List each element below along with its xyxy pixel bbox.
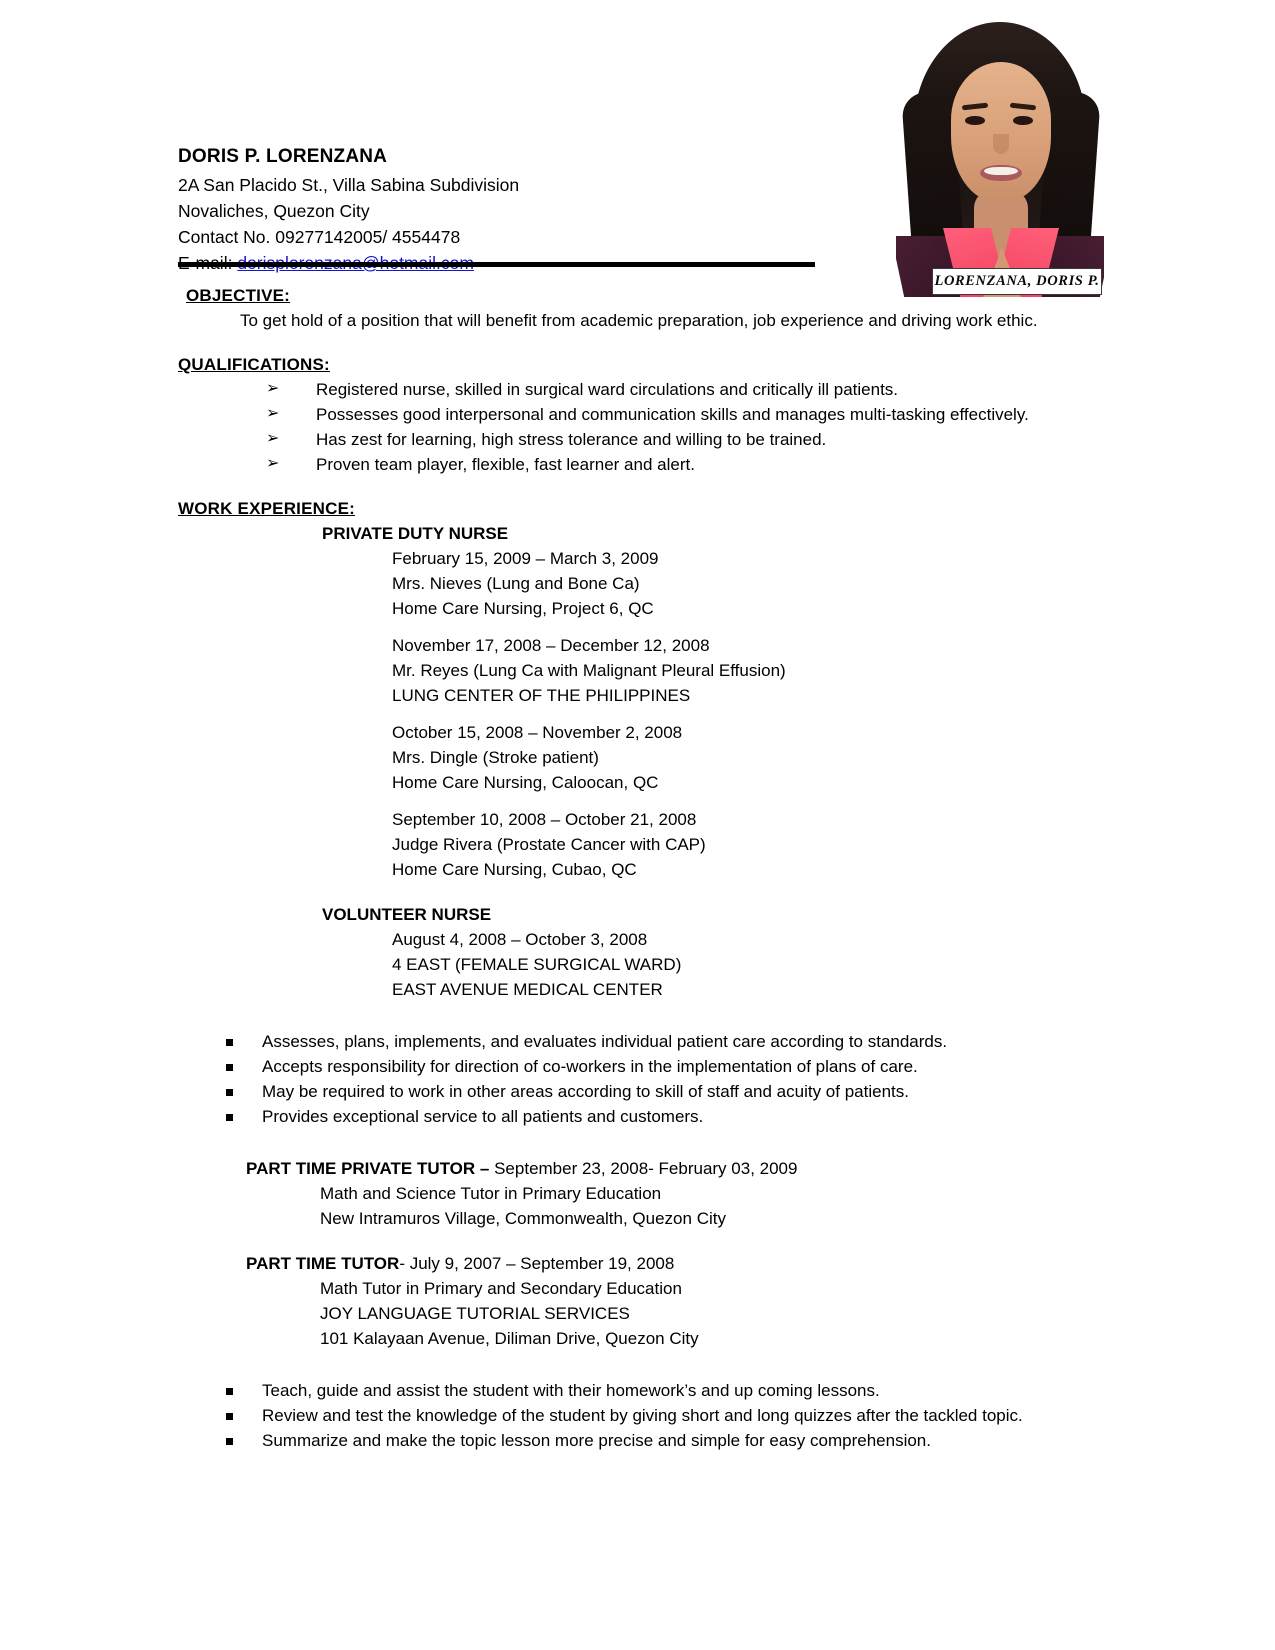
tutor-address: 101 Kalayaan Avenue, Diliman Drive, Quezon City: [320, 1329, 699, 1348]
job-title-part-time-private-tutor: [178, 1156, 1038, 1181]
section-heading-work-experience: WORK EXPERIENCE:: [178, 499, 355, 518]
address-line-2: Novaliches, Quezon City: [178, 201, 370, 221]
list-item: Teach, guide and assist the student with their homework’s and up coming lessons.: [226, 1378, 1038, 1403]
job-place: Home Care Nursing, Caloocan, QC: [392, 773, 659, 792]
address-line-1: 2A San Placido St., Villa Sabina Subdivision: [178, 175, 520, 195]
photo-frame: [896, 22, 1104, 297]
nurse-duties-list: [178, 1029, 1038, 1129]
job-place: Home Care Nursing, Cubao, QC: [392, 860, 637, 879]
spacer: [178, 1231, 1038, 1251]
list-item: Provides exceptional service to all patients and customers.: [226, 1104, 1038, 1129]
job-dates: September 10, 2008 – October 21, 2008: [392, 810, 697, 829]
tutor-title-bold: PART TIME TUTOR: [246, 1254, 400, 1273]
tutor-duties-list: [178, 1378, 1038, 1453]
job-place: LUNG CENTER OF THE PHILIPPINES: [392, 686, 691, 705]
applicant-photo: [896, 22, 1104, 297]
list-item: Summarize and make the topic lesson more precise and simple for easy comprehension.: [226, 1428, 1038, 1453]
job-dates: February 15, 2009 – March 3, 2009: [392, 549, 659, 568]
tutor-title-bold: PART TIME PRIVATE TUTOR –: [246, 1159, 490, 1178]
portrait-eye-right: [1013, 116, 1033, 125]
portrait-mouth: [980, 165, 1022, 181]
spacer: [178, 882, 1038, 902]
spacer: [178, 708, 1038, 720]
list-item: Assesses, plans, implements, and evaluates individual patient care according to standards.: [226, 1029, 1038, 1054]
job-facility: EAST AVENUE MEDICAL CENTER: [392, 980, 663, 999]
objective-body: To get hold of a position that will benefit from academic preparation, job experience and driving work ethic.: [240, 311, 1038, 330]
job-title-volunteer-nurse: VOLUNTEER NURSE: [322, 905, 492, 924]
spacer: [178, 795, 1038, 807]
spacer: [178, 333, 1038, 353]
tutor-company: JOY LANGUAGE TUTORIAL SERVICES: [320, 1304, 630, 1323]
tutor-role: Math and Science Tutor in Primary Education: [320, 1184, 662, 1203]
resume-header: [178, 144, 878, 276]
resume-body: [178, 284, 1038, 1453]
spacer: [178, 477, 1038, 497]
tutor-location: New Intramuros Village, Commonwealth, Quezon City: [320, 1209, 726, 1228]
section-heading-qualifications: QUALIFICATIONS:: [178, 355, 330, 374]
list-item: ➢ Possesses good interpersonal and communication skills and manages multi-tasking effectively.: [290, 402, 1038, 427]
job-dates: August 4, 2008 – October 3, 2008: [392, 930, 648, 949]
photo-name-plate-text: LORENZANA, DORIS P.: [934, 273, 1100, 289]
list-item: May be required to work in other areas according to skill of staff and acuity of patients.: [226, 1079, 1038, 1104]
spacer: [178, 1002, 1038, 1029]
portrait-eye-left: [965, 116, 985, 125]
tutor-dates: September 23, 2008- February 03, 2009: [489, 1159, 798, 1178]
job-dates: October 15, 2008 – November 2, 2008: [392, 723, 683, 742]
spacer: [178, 621, 1038, 633]
list-item: Review and test the knowledge of the student by giving short and long quizzes after the tackled topic.: [226, 1403, 1038, 1428]
job-client: Judge Rivera (Prostate Cancer with CAP): [392, 835, 706, 854]
portrait-face: [951, 62, 1051, 202]
job-ward: 4 EAST (FEMALE SURGICAL WARD): [392, 955, 682, 974]
header-divider-rule: [178, 262, 815, 267]
contact-number: Contact No. 09277142005/ 4554478: [178, 227, 461, 247]
job-place: Home Care Nursing, Project 6, QC: [392, 599, 654, 618]
list-item: ➢ Has zest for learning, high stress tolerance and willing to be trained.: [290, 427, 1038, 452]
spacer: [178, 1351, 1038, 1378]
applicant-name: DORIS P. LORENZANA: [178, 146, 388, 167]
qualifications-list: [178, 377, 1038, 477]
portrait-teeth: [984, 167, 1018, 175]
spacer: [178, 1129, 1038, 1156]
section-heading-objective: OBJECTIVE:: [186, 286, 291, 305]
list-item: Accepts responsibility for direction of co-workers in the implementation of plans of care.: [226, 1054, 1038, 1079]
job-client: Mrs. Dingle (Stroke patient): [392, 748, 599, 767]
job-dates: November 17, 2008 – December 12, 2008: [392, 636, 710, 655]
tutor-dates: - July 9, 2007 – September 19, 2008: [399, 1254, 675, 1273]
job-client: Mrs. Nieves (Lung and Bone Ca): [392, 574, 640, 593]
portrait-nose: [993, 134, 1009, 154]
job-title-part-time-tutor: [178, 1251, 1038, 1276]
objective-text: [178, 308, 1038, 333]
list-item: ➢ Registered nurse, skilled in surgical ward circulations and critically ill patients.: [290, 377, 1038, 402]
list-item: ➢ Proven team player, flexible, fast learner and alert.: [290, 452, 1038, 477]
tutor-role: Math Tutor in Primary and Secondary Education: [320, 1279, 682, 1298]
job-client: Mr. Reyes (Lung Ca with Malignant Pleural Effusion): [392, 661, 786, 680]
job-title-private-duty-nurse: PRIVATE DUTY NURSE: [322, 524, 509, 543]
